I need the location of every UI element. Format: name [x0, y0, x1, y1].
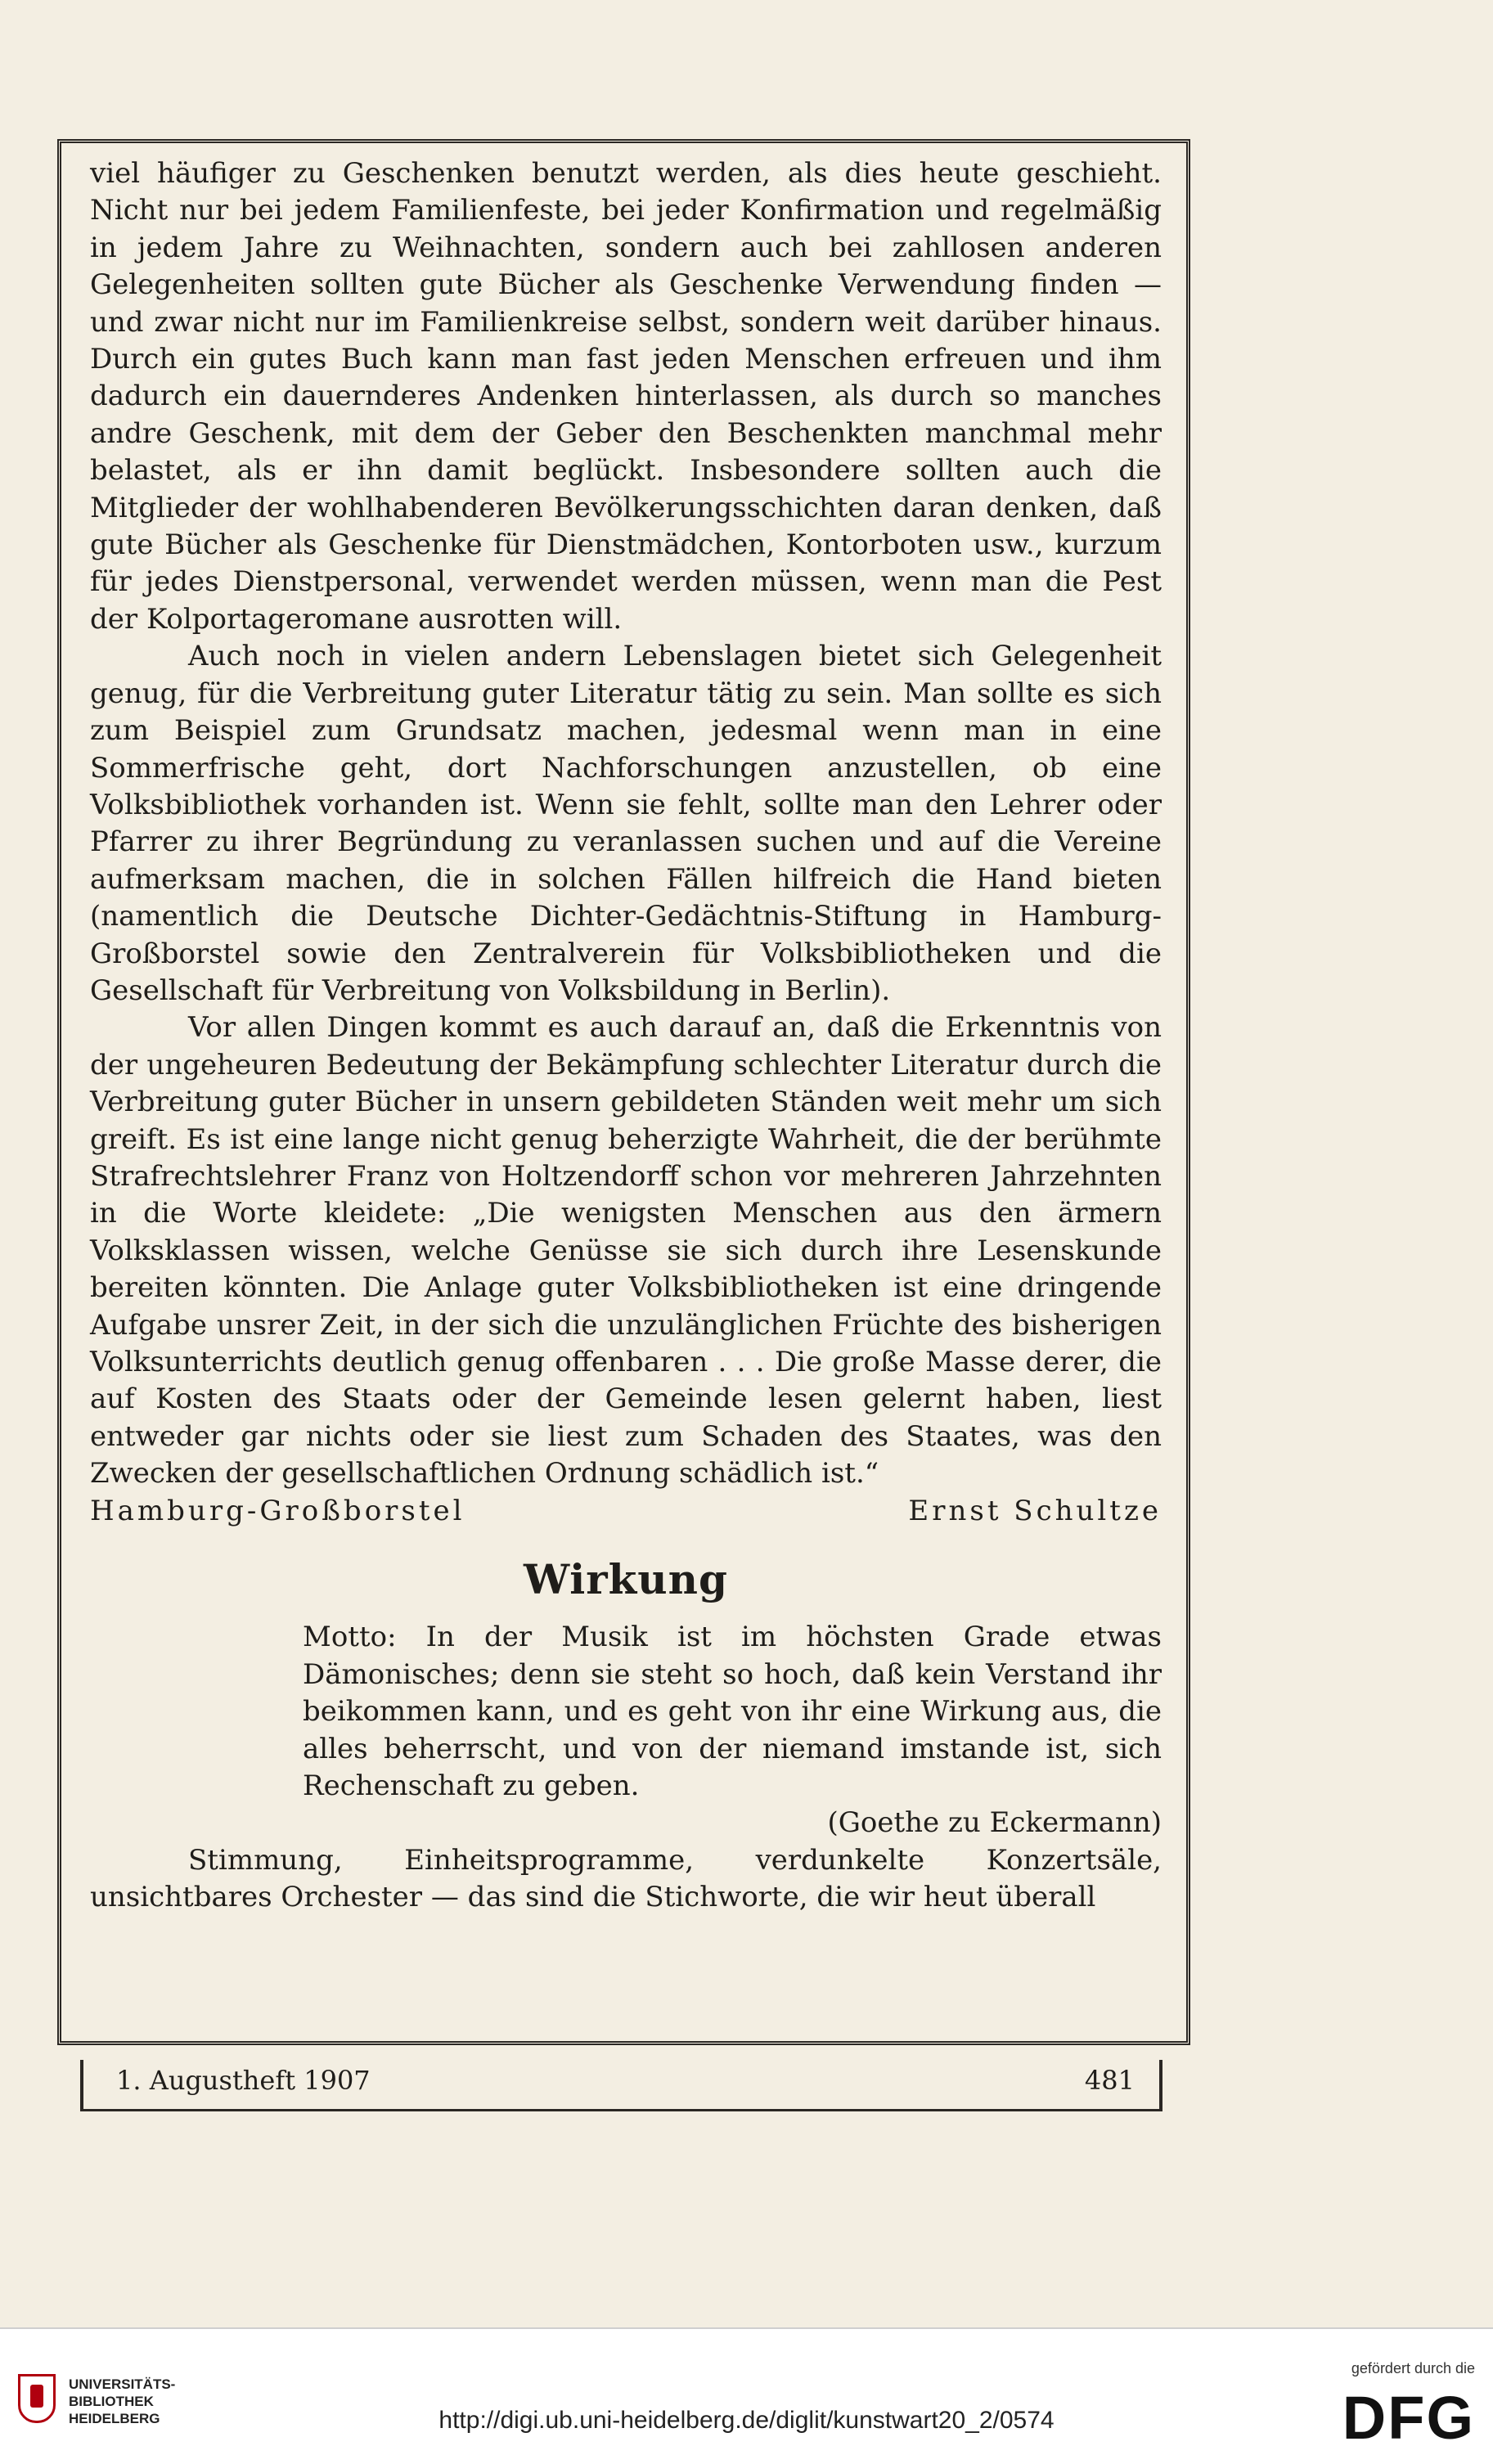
page-number: 481: [1084, 2065, 1135, 2096]
institution-line: BIBLIOTHEK: [69, 2394, 154, 2409]
dfg-logo[interactable]: DFG: [1342, 2384, 1475, 2452]
body-paragraph: viel häufiger zu Geschenken benutzt werden, als dies heute geschieht. Nicht nur bei jedem Familienfeste, bei jeder Konfirmation und regelmäßig in jedem Jahre zu Weihnachten, sondern auch bei zahllosen anderen Gelegenheiten sollten gute Bücher als Geschenke Verwendung finden — und zwar nicht nur im Familienkreise selbst, sondern weit darüber hinaus. Durch ein gutes Buch kann man fast jeden Menschen erfreuen und ihm dadurch ein dauernderes Andenken hinterlassen, als durch so manches andre Geschenk, mit dem der Geber den Beschenkten manchmal mehr belastet, als er ihn damit beglückt. Insbesondere sollten auch die Mitglieder der wohlhabenderen Bevölkerungsschichten daran denken, daß gute Bücher als Geschenke für Dienstmädchen, Kontorboten usw., kurzum für jedes Dienstpersonal, verwendet werden müssen, wenn man die Pest der Kolportageromane ausrotten will.: [90, 157, 1162, 636]
signature-line: [90, 1493, 1162, 1530]
sponsor-text: gefördert durch die: [1351, 2360, 1475, 2376]
body-paragraph: Stimmung, Einheitsprogramme, verdunkelte Konzertsäle, unsichtbares Orchester — das sind die Stichworte, die wir heut überall: [90, 1843, 1162, 1914]
signature-name: Ernst Schultze: [908, 1494, 1162, 1527]
issue-label: 1. Augustheft 1907: [116, 2065, 371, 2096]
motto-text: Motto: In der Musik ist im höchsten Grade etwas Dämonisches; denn sie steht so hoch, daß kein Verstand ihr beikommen kann, und es geht von ihr eine Wirkung aus, die alles beherrscht, und von der niemand imstande ist, sich Rechenschaft zu geben.: [303, 1621, 1162, 1803]
institution-line: HEIDELBERG: [69, 2411, 160, 2426]
body-paragraph: Vor allen Dingen kommt es auch darauf an, daß die Erkenntnis von der ungeheuren Bedeutung der Bekämpfung schlechter Literatur durch die Verbreitung guter Bücher in unsern gebildeten Ständen weit mehr um sich greift. Es ist eine lange nicht genug beherzigte Wahrheit, die der berühmte Strafrechtslehrer Franz von Holtzendorff schon vor mehreren Jahrzehnten in die Worte kleidete: „Die wenigsten Menschen aus den ärmern Volksklassen wissen, welche Genüsse sie sich durch ihre Lesenskunde bereiten könnten. Die Anlage guter Volksbibliotheken ist eine dringende Aufgabe unsrer Zeit, in der sich die unzulänglichen Früchte des bisherigen Volksunterrichts deutlich genug offenbaren . . . Die große Masse derer, die auf Kosten des Staats oder der Gemeinde lesen gelernt haben, liest entweder gar nichts oder sie liest zum Schaden des Staates, was den Zwecken der gesellschaftlichen Ordnung schädlich ist.“: [90, 1011, 1162, 1491]
institution-line: UNIVERSITÄTS-: [69, 2376, 176, 2392]
page-body: [90, 155, 1162, 1917]
body-paragraph: Auch noch in vielen andern Lebenslagen bietet sich Gelegenheit genug, für die Verbreitung guter Literatur tätig zu sein. Man sollte es sich zum Beispiel zum Grundsatz machen, jedesmal wenn man in eine Sommerfrische geht, dort Nachforschungen anzustellen, ob eine Volksbibliothek vorhanden ist. Wenn sie fehlt, sollte man den Lehrer oder Pfarrer zu ihrer Begründung zu veranlassen suchen und auf die Vereine aufmerksam machen, die in solchen Fällen hilfreich die Hand bieten (namentlich die Deutsche Dichter-Gedächtnis-Stiftung in Hamburg-Großborstel sowie den Zentralverein für Volksbibliotheken und die Gesellschaft für Verbreitung von Volksbildung in Berlin).: [90, 640, 1162, 1007]
section-heading: Wirkung: [524, 1555, 728, 1604]
permalink-url[interactable]: http://digi.ub.uni-heidelberg.de/diglit/kunstwart20_2/0574: [438, 2407, 1055, 2434]
motto-block: [303, 1619, 1162, 1841]
viewer-bottom-bar: [0, 2327, 1493, 2464]
page-footer: [80, 2060, 1162, 2111]
signature-place: Hamburg-Großborstel: [90, 1494, 465, 1527]
motto-attribution: (Goethe zu Eckermann): [827, 1806, 1162, 1840]
